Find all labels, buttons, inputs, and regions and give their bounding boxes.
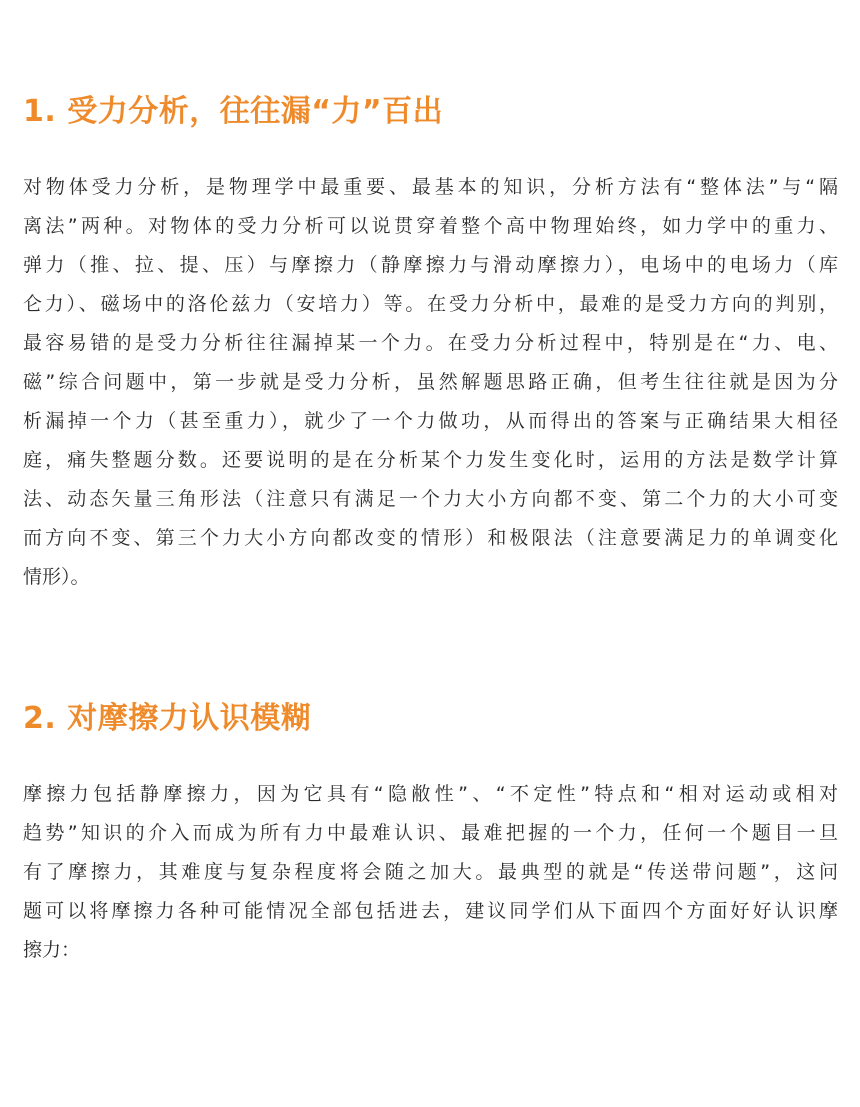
paragraph-line: 磁”综合问题中，第一步就是受力分析，虽然解题思路正确，但考生往往就是因为分 (23, 371, 838, 393)
paragraph-line: 析漏掉一个力（甚至重力），就少了一个力做功，从而得出的答案与正确结果大相径 (23, 410, 838, 432)
paragraph-line: 最容易错的是受力分析往往漏掉某一个力。在受力分析过程中，特别是在“力、电、 (23, 332, 838, 354)
paragraph-line: 题可以将摩擦力各种可能情况全部包括进去，建议同学们从下面四个方面好好认识摩 (23, 900, 838, 922)
paragraph-line: 仑力）、磁场中的洛伦兹力（安培力）等。在受力分析中，最难的是受力方向的判别， (23, 293, 838, 315)
paragraph-line: 法、动态矢量三角形法（注意只有满足一个力大小方向都不变、第二个力的大小可变 (23, 488, 838, 510)
section-title-force-analysis: 1. 受力分析，往往漏“力”百出 (23, 94, 444, 129)
paragraph-line: 有了摩擦力，其难度与复杂程度将会随之加大。最典型的就是“传送带问题”，这问 (23, 861, 838, 883)
paragraph-line: 摩擦力包括静摩擦力，因为它具有“隐敝性”、“不定性”特点和“相对运动或相对 (23, 783, 838, 805)
paragraph-friction (23, 775, 838, 970)
paragraph-line: 离法”两种。对物体的受力分析可以说贯穿着整个高中物理始终，如力学中的重力、 (23, 215, 838, 237)
paragraph-force-analysis (23, 168, 838, 597)
paragraph-line: 弹力（推、拉、提、压）与摩擦力（静摩擦力与滑动摩擦力），电场中的电场力（库 (23, 254, 838, 276)
section-title-friction: 2. 对摩擦力认识模糊 (23, 701, 312, 736)
paragraph-line: 庭，痛失整题分数。还要说明的是在分析某个力发生变化时，运用的方法是数学计算 (23, 449, 838, 471)
paragraph-line: 对物体受力分析，是物理学中最重要、最基本的知识，分析方法有“整体法”与“隔 (23, 176, 838, 198)
paragraph-line: 情形）。 (23, 566, 90, 588)
paragraph-line: 擦力： (23, 939, 81, 961)
paragraph-line: 趋势”知识的介入而成为所有力中最难认识、最难把握的一个力，任何一个题目一旦 (23, 822, 838, 844)
paragraph-line: 而方向不变、第三个力大小方向都改变的情形）和极限法（注意要满足力的单调变化 (23, 527, 838, 549)
